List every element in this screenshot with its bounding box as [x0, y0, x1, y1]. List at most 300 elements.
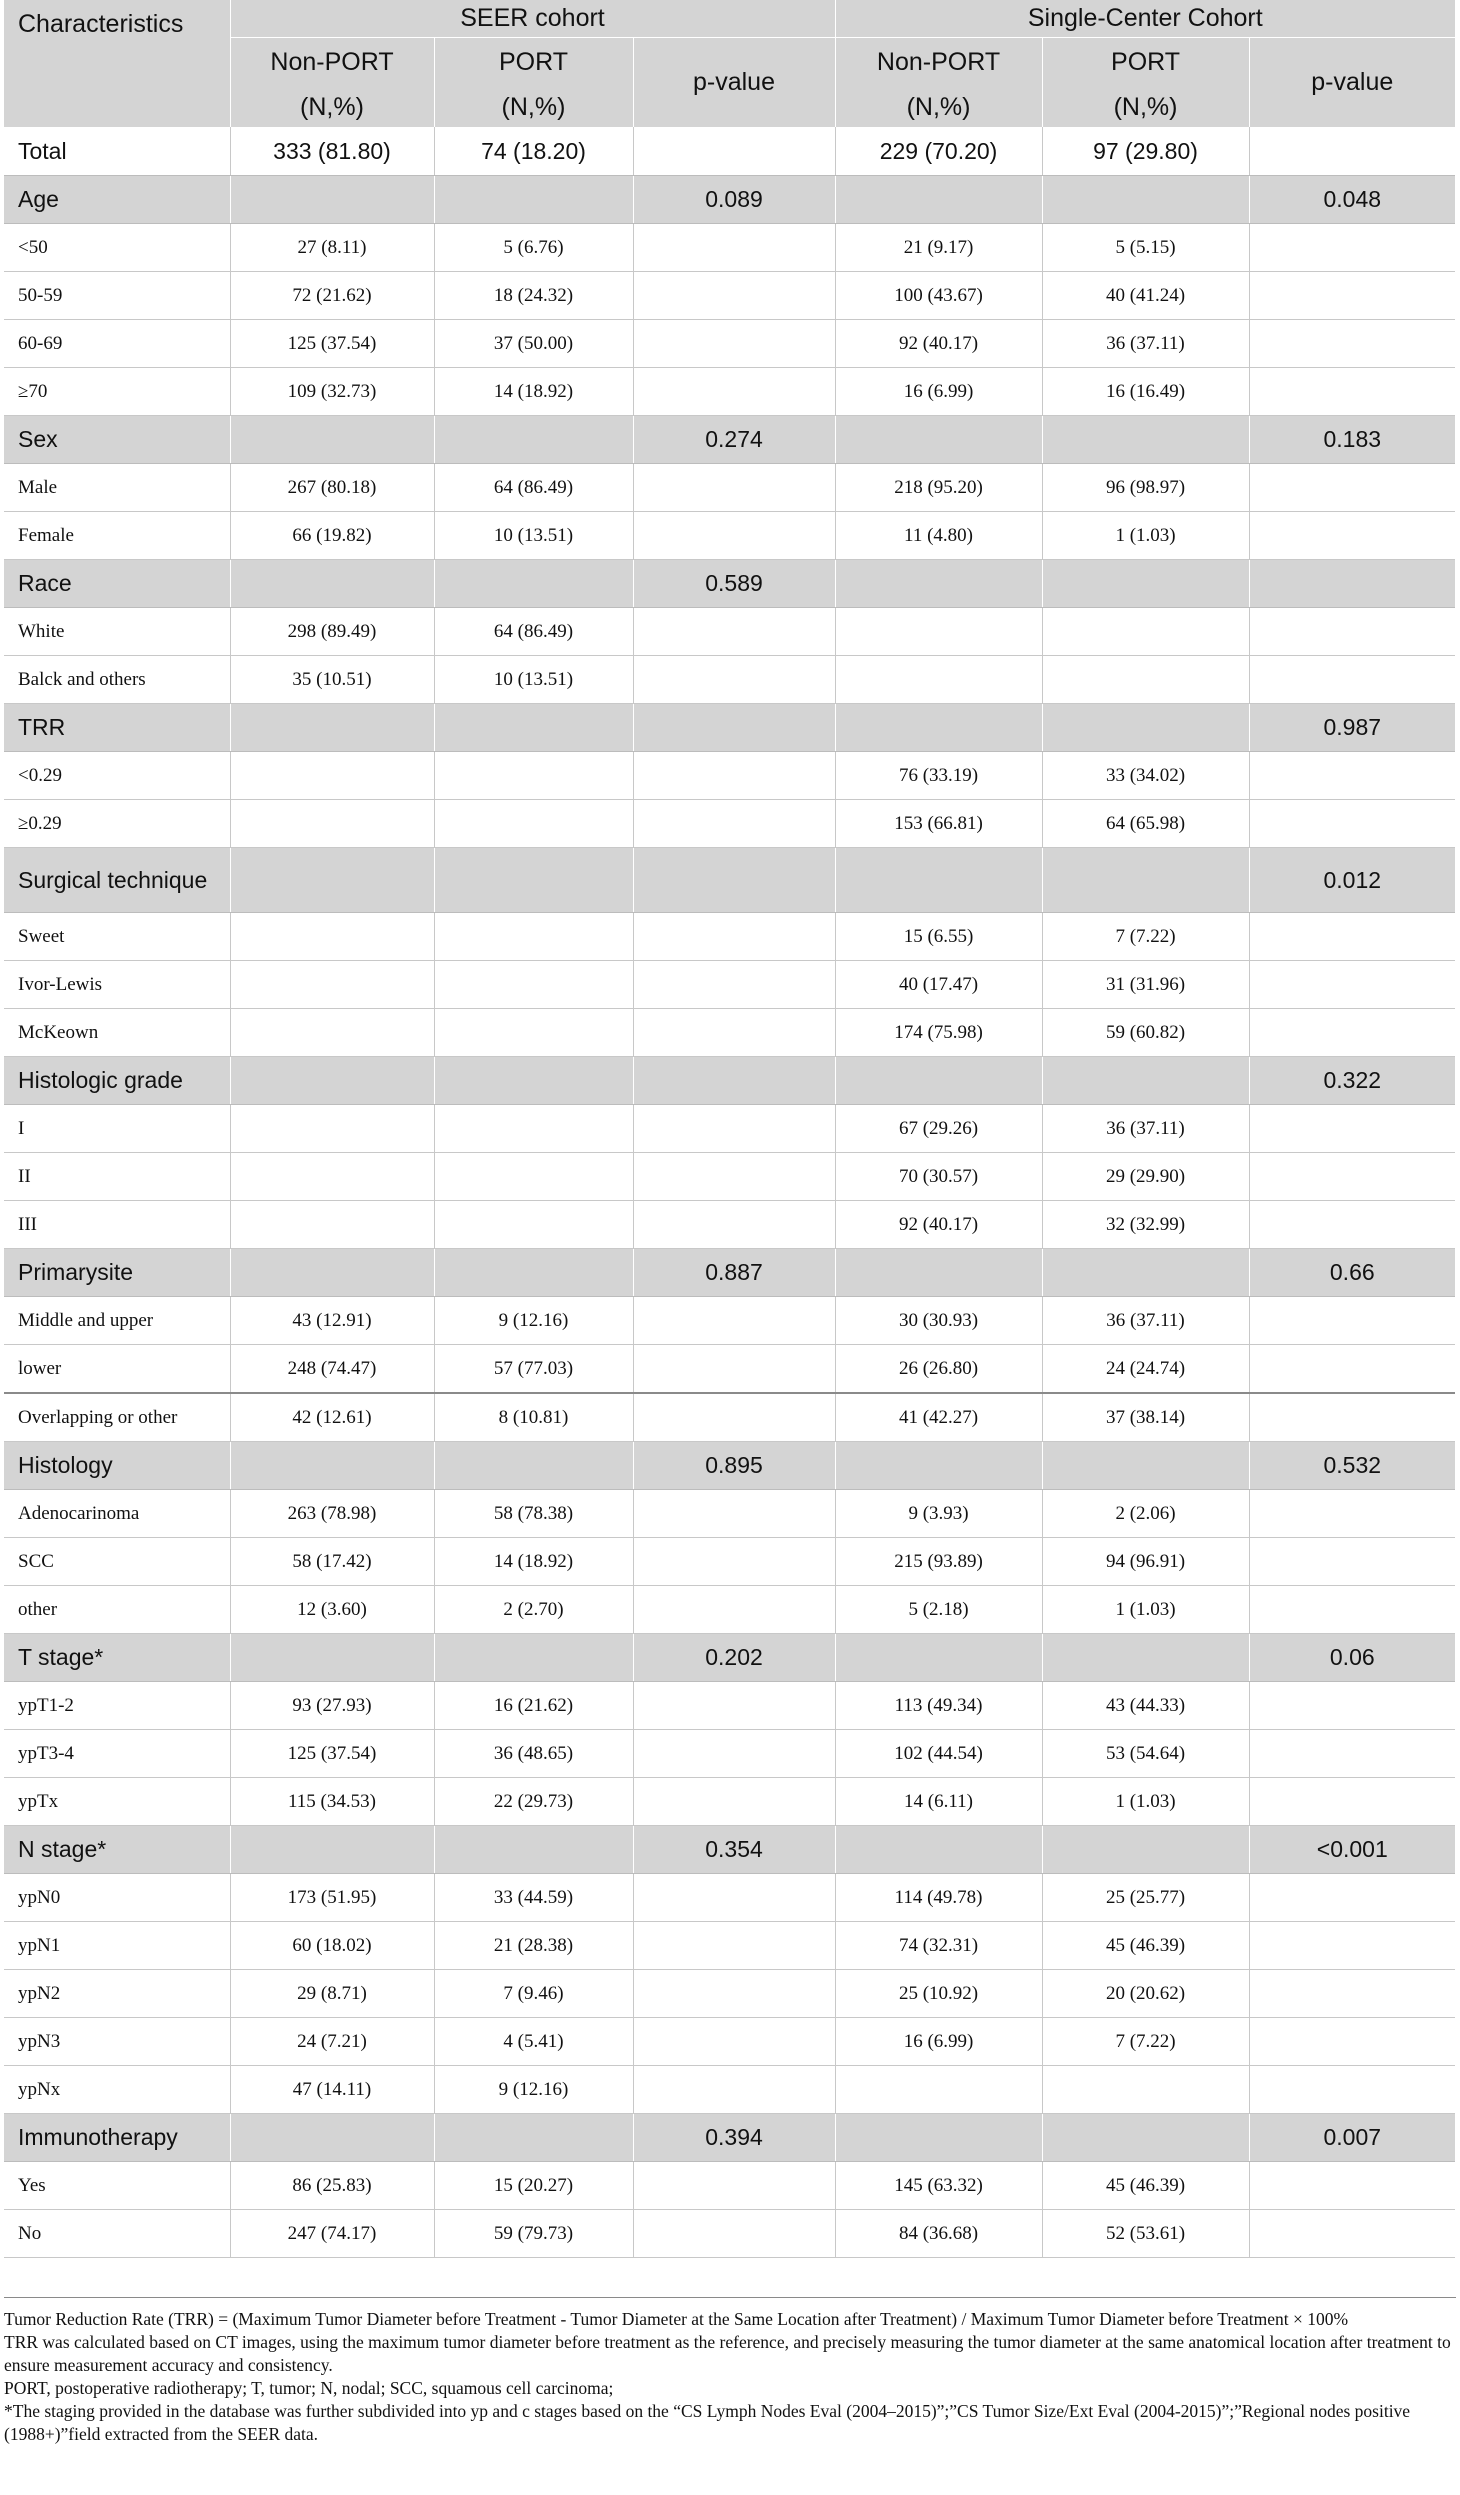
section-label: Race — [4, 560, 230, 608]
total-sc-p — [1249, 127, 1455, 176]
sc-p-cell — [1249, 1730, 1455, 1778]
footnote-abbreviations: PORT, postoperative radiotherapy; T, tumor; N, nodal; SCC, squamous cell carcinoma; — [4, 2378, 614, 2398]
row-label: ypN0 — [4, 1874, 230, 1922]
single-center-p-value — [1249, 560, 1455, 608]
seer-non-port-value — [230, 1009, 434, 1057]
sc-port-value: 33 (34.02) — [1042, 752, 1249, 800]
section-header-row — [4, 416, 1455, 464]
sc-non-port-value: 100 (43.67) — [835, 272, 1042, 320]
seer-non-port-value: 298 (89.49) — [230, 608, 434, 656]
empty-cell — [1042, 1826, 1249, 1874]
seer-port-value — [434, 1009, 633, 1057]
seer-p-cell — [633, 1105, 835, 1153]
seer-p-cell — [633, 1201, 835, 1249]
sc-p-cell — [1249, 1393, 1455, 1442]
seer-non-port-value: 29 (8.71) — [230, 1970, 434, 2018]
sc-non-port-value: 15 (6.55) — [835, 913, 1042, 961]
empty-cell — [835, 2114, 1042, 2162]
seer-p-cell — [633, 1730, 835, 1778]
sc-p-cell — [1249, 1105, 1455, 1153]
empty-cell — [434, 560, 633, 608]
sc-non-port-value: 113 (49.34) — [835, 1682, 1042, 1730]
sc-port-value: 25 (25.77) — [1042, 1874, 1249, 1922]
section-header-row — [4, 560, 1455, 608]
seer-non-port-value — [230, 961, 434, 1009]
seer-p-cell — [633, 1393, 835, 1442]
single-center-p-value: 0.322 — [1249, 1057, 1455, 1105]
footnote-staging: *The staging provided in the database was further subdivided into yp and c stages based on the “CS Lymph Nodes Eval (2004–2015)”;”CS Tumor Size/Ext Eval (2004-2015)”;”Regional nodes positive (1988+)”field extracted from the SEER data. — [4, 2401, 1411, 2444]
table-row — [4, 1345, 1455, 1394]
seer-port-value: 59 (79.73) — [434, 2210, 633, 2258]
sc-port-value: 43 (44.33) — [1042, 1682, 1249, 1730]
sc-p-cell — [1249, 913, 1455, 961]
seer-non-port-value: 125 (37.54) — [230, 320, 434, 368]
table-row — [4, 1970, 1455, 2018]
row-label: Overlapping or other — [4, 1393, 230, 1442]
seer-port-value: 18 (24.32) — [434, 272, 633, 320]
sc-non-port-value: 74 (32.31) — [835, 1922, 1042, 1970]
empty-cell — [1042, 416, 1249, 464]
sc-port-value: 31 (31.96) — [1042, 961, 1249, 1009]
seer-port-value: 4 (5.41) — [434, 2018, 633, 2066]
seer-p-cell — [633, 608, 835, 656]
table-row — [4, 1393, 1455, 1442]
empty-cell — [835, 1634, 1042, 1682]
seer-p-cell — [633, 961, 835, 1009]
sc-p-cell — [1249, 464, 1455, 512]
empty-cell — [434, 848, 633, 913]
empty-cell — [230, 704, 434, 752]
seer-p-value: 0.887 — [633, 1249, 835, 1297]
row-label: <0.29 — [4, 752, 230, 800]
sc-port-value — [1042, 2066, 1249, 2114]
table-row — [4, 608, 1455, 656]
section-label: Histologic grade — [4, 1057, 230, 1105]
header-seer-non-port: Non-PORT — [230, 38, 434, 88]
seer-non-port-value — [230, 800, 434, 848]
row-label: ≥70 — [4, 368, 230, 416]
row-label: No — [4, 2210, 230, 2258]
seer-non-port-value — [230, 1201, 434, 1249]
seer-p-cell — [633, 272, 835, 320]
sc-p-cell — [1249, 1490, 1455, 1538]
table-footnotes — [4, 2297, 1456, 2446]
sc-p-cell — [1249, 1682, 1455, 1730]
seer-non-port-value: 248 (74.47) — [230, 1345, 434, 1394]
seer-non-port-value: 72 (21.62) — [230, 272, 434, 320]
sc-p-cell — [1249, 1874, 1455, 1922]
sc-port-value: 5 (5.15) — [1042, 224, 1249, 272]
row-label: III — [4, 1201, 230, 1249]
row-label: ypN2 — [4, 1970, 230, 2018]
sc-non-port-value: 14 (6.11) — [835, 1778, 1042, 1826]
sc-non-port-value: 25 (10.92) — [835, 1970, 1042, 2018]
empty-cell — [1042, 704, 1249, 752]
empty-cell — [835, 416, 1042, 464]
table-row — [4, 272, 1455, 320]
table-row — [4, 1538, 1455, 1586]
sc-p-cell — [1249, 1297, 1455, 1345]
footnote-trr-definition: Tumor Reduction Rate (TRR) = (Maximum Tumor Diameter before Treatment - Tumor Diameter at the Same Location after Treatment) / Maximum Tumor Diameter before Treatment × 100% — [4, 2309, 1349, 2329]
empty-cell — [230, 1442, 434, 1490]
sc-port-value: 7 (7.22) — [1042, 2018, 1249, 2066]
table-row — [4, 1009, 1455, 1057]
seer-non-port-value: 42 (12.61) — [230, 1393, 434, 1442]
seer-port-value — [434, 1105, 633, 1153]
seer-p-cell — [633, 1586, 835, 1634]
sc-port-value: 45 (46.39) — [1042, 1922, 1249, 1970]
seer-port-value: 57 (77.03) — [434, 1345, 633, 1394]
sc-non-port-value: 218 (95.20) — [835, 464, 1042, 512]
seer-port-value: 64 (86.49) — [434, 608, 633, 656]
sc-p-cell — [1249, 961, 1455, 1009]
sc-p-cell — [1249, 752, 1455, 800]
sc-port-value: 37 (38.14) — [1042, 1393, 1249, 1442]
seer-p-cell — [633, 2018, 835, 2066]
seer-port-value: 22 (29.73) — [434, 1778, 633, 1826]
seer-non-port-value — [230, 1153, 434, 1201]
section-header-row — [4, 1057, 1455, 1105]
total-seer-p — [633, 127, 835, 176]
section-label: Immunotherapy — [4, 2114, 230, 2162]
sc-p-cell — [1249, 1778, 1455, 1826]
row-label: 50-59 — [4, 272, 230, 320]
seer-non-port-value: 66 (19.82) — [230, 512, 434, 560]
empty-cell — [230, 176, 434, 224]
empty-cell — [434, 1634, 633, 1682]
seer-p-value — [633, 704, 835, 752]
sc-p-cell — [1249, 608, 1455, 656]
seer-p-value: 0.089 — [633, 176, 835, 224]
seer-non-port-value: 247 (74.17) — [230, 2210, 434, 2258]
seer-p-cell — [633, 1970, 835, 2018]
sc-port-value: 52 (53.61) — [1042, 2210, 1249, 2258]
row-label: ≥0.29 — [4, 800, 230, 848]
seer-p-value — [633, 1057, 835, 1105]
sc-port-value: 64 (65.98) — [1042, 800, 1249, 848]
seer-p-cell — [633, 1345, 835, 1394]
sc-non-port-value: 5 (2.18) — [835, 1586, 1042, 1634]
seer-non-port-value: 109 (32.73) — [230, 368, 434, 416]
empty-cell — [1042, 1249, 1249, 1297]
single-center-p-value: 0.532 — [1249, 1442, 1455, 1490]
row-label: White — [4, 608, 230, 656]
seer-port-value — [434, 1153, 633, 1201]
section-label: N stage* — [4, 1826, 230, 1874]
sc-non-port-value: 92 (40.17) — [835, 320, 1042, 368]
sc-port-value: 1 (1.03) — [1042, 512, 1249, 560]
sc-p-cell — [1249, 1345, 1455, 1394]
table-row — [4, 464, 1455, 512]
single-center-p-value: 0.183 — [1249, 416, 1455, 464]
sc-port-value: 32 (32.99) — [1042, 1201, 1249, 1249]
sc-non-port-value: 21 (9.17) — [835, 224, 1042, 272]
seer-port-value: 14 (18.92) — [434, 368, 633, 416]
seer-port-value: 37 (50.00) — [434, 320, 633, 368]
sc-non-port-value: 30 (30.93) — [835, 1297, 1042, 1345]
sc-port-value: 94 (96.91) — [1042, 1538, 1249, 1586]
section-label: Histology — [4, 1442, 230, 1490]
seer-non-port-value: 267 (80.18) — [230, 464, 434, 512]
empty-cell — [1042, 2114, 1249, 2162]
sc-p-cell — [1249, 2162, 1455, 2210]
row-label: McKeown — [4, 1009, 230, 1057]
sc-p-cell — [1249, 1009, 1455, 1057]
sc-port-value: 36 (37.11) — [1042, 1297, 1249, 1345]
section-header-row — [4, 1249, 1455, 1297]
sc-non-port-value: 174 (75.98) — [835, 1009, 1042, 1057]
seer-non-port-value — [230, 1105, 434, 1153]
table-row — [4, 1778, 1455, 1826]
total-seer-port: 74 (18.20) — [434, 127, 633, 176]
seer-p-cell — [633, 464, 835, 512]
seer-p-value: 0.589 — [633, 560, 835, 608]
table-row — [4, 512, 1455, 560]
sc-port-value: 2 (2.06) — [1042, 1490, 1249, 1538]
sc-port-value: 1 (1.03) — [1042, 1778, 1249, 1826]
sc-port-value: 20 (20.62) — [1042, 1970, 1249, 2018]
sc-p-cell — [1249, 656, 1455, 704]
seer-non-port-value: 263 (78.98) — [230, 1490, 434, 1538]
sc-non-port-value: 40 (17.47) — [835, 961, 1042, 1009]
empty-cell — [230, 848, 434, 913]
seer-p-cell — [633, 2210, 835, 2258]
row-label: ypTx — [4, 1778, 230, 1826]
seer-port-value: 58 (78.38) — [434, 1490, 633, 1538]
table-row — [4, 2066, 1455, 2114]
header-sc-p-value: p-value — [1249, 38, 1455, 128]
sc-non-port-value: 26 (26.80) — [835, 1345, 1042, 1394]
header-seer-cohort: SEER cohort — [230, 0, 835, 38]
seer-non-port-value: 43 (12.91) — [230, 1297, 434, 1345]
table-row — [4, 1105, 1455, 1153]
header-sc-n-pct: (N,%) — [835, 87, 1042, 127]
sc-non-port-value: 76 (33.19) — [835, 752, 1042, 800]
seer-p-cell — [633, 512, 835, 560]
seer-port-value — [434, 913, 633, 961]
row-label: Female — [4, 512, 230, 560]
sc-p-cell — [1249, 2018, 1455, 2066]
seer-p-cell — [633, 1874, 835, 1922]
seer-p-value: 0.394 — [633, 2114, 835, 2162]
sc-p-cell — [1249, 320, 1455, 368]
seer-non-port-value: 86 (25.83) — [230, 2162, 434, 2210]
seer-p-cell — [633, 1153, 835, 1201]
seer-port-value: 9 (12.16) — [434, 1297, 633, 1345]
empty-cell — [434, 1057, 633, 1105]
seer-p-cell — [633, 800, 835, 848]
seer-port-value — [434, 800, 633, 848]
seer-p-cell — [633, 320, 835, 368]
sc-port-value: 16 (16.49) — [1042, 368, 1249, 416]
empty-cell — [434, 1249, 633, 1297]
section-label: Age — [4, 176, 230, 224]
row-label: II — [4, 1153, 230, 1201]
total-seer-non-port: 333 (81.80) — [230, 127, 434, 176]
total-sc-port: 97 (29.80) — [1042, 127, 1249, 176]
sc-non-port-value — [835, 608, 1042, 656]
sc-non-port-value: 16 (6.99) — [835, 2018, 1042, 2066]
sc-p-cell — [1249, 1922, 1455, 1970]
seer-port-value — [434, 1201, 633, 1249]
sc-p-cell — [1249, 800, 1455, 848]
footnote-trr-method: TRR was calculated based on CT images, using the maximum tumor diameter before treatment as the reference, and precisely measuring the tumor diameter at the same anatomical location after treatment to ensure measurement accuracy and consistency. — [4, 2332, 1451, 2375]
sc-p-cell — [1249, 2066, 1455, 2114]
empty-cell — [434, 416, 633, 464]
section-header-row — [4, 1442, 1455, 1490]
seer-port-value: 16 (21.62) — [434, 1682, 633, 1730]
sc-port-value: 36 (37.11) — [1042, 320, 1249, 368]
total-label: Total — [4, 127, 230, 176]
empty-cell — [1042, 1057, 1249, 1105]
empty-cell — [1042, 848, 1249, 913]
sc-non-port-value: 145 (63.32) — [835, 2162, 1042, 2210]
seer-non-port-value: 93 (27.93) — [230, 1682, 434, 1730]
sc-port-value: 53 (54.64) — [1042, 1730, 1249, 1778]
seer-non-port-value: 60 (18.02) — [230, 1922, 434, 1970]
row-label: ypT3-4 — [4, 1730, 230, 1778]
seer-p-value: 0.354 — [633, 1826, 835, 1874]
table-row — [4, 2018, 1455, 2066]
sc-port-value: 36 (37.11) — [1042, 1105, 1249, 1153]
header-sc-non-port: Non-PORT — [835, 38, 1042, 88]
sc-non-port-value: 41 (42.27) — [835, 1393, 1042, 1442]
table-row — [4, 2210, 1455, 2258]
seer-port-value: 15 (20.27) — [434, 2162, 633, 2210]
seer-p-cell — [633, 1922, 835, 1970]
table-row — [4, 961, 1455, 1009]
seer-port-value: 21 (28.38) — [434, 1922, 633, 1970]
empty-cell — [230, 1057, 434, 1105]
seer-port-value: 14 (18.92) — [434, 1538, 633, 1586]
table-row — [4, 800, 1455, 848]
empty-cell — [835, 1442, 1042, 1490]
row-label: other — [4, 1586, 230, 1634]
seer-non-port-value: 35 (10.51) — [230, 656, 434, 704]
table-row — [4, 320, 1455, 368]
seer-p-value: 0.202 — [633, 1634, 835, 1682]
seer-port-value — [434, 961, 633, 1009]
seer-port-value: 5 (6.76) — [434, 224, 633, 272]
empty-cell — [230, 1634, 434, 1682]
sc-non-port-value: 114 (49.78) — [835, 1874, 1042, 1922]
table-row — [4, 1297, 1455, 1345]
sc-port-value: 7 (7.22) — [1042, 913, 1249, 961]
row-label: Yes — [4, 2162, 230, 2210]
sc-non-port-value: 153 (66.81) — [835, 800, 1042, 848]
sc-port-value: 40 (41.24) — [1042, 272, 1249, 320]
sc-port-value: 45 (46.39) — [1042, 2162, 1249, 2210]
seer-p-cell — [633, 656, 835, 704]
row-label: Adenocarinoma — [4, 1490, 230, 1538]
seer-non-port-value: 58 (17.42) — [230, 1538, 434, 1586]
section-label: T stage* — [4, 1634, 230, 1682]
row-label: ypN3 — [4, 2018, 230, 2066]
sc-non-port-value: 92 (40.17) — [835, 1201, 1042, 1249]
section-label: Primarysite — [4, 1249, 230, 1297]
empty-cell — [835, 1826, 1042, 1874]
seer-port-value: 10 (13.51) — [434, 512, 633, 560]
seer-p-cell — [633, 1538, 835, 1586]
seer-non-port-value — [230, 752, 434, 800]
sc-p-cell — [1249, 1586, 1455, 1634]
sc-p-cell — [1249, 512, 1455, 560]
table-row — [4, 913, 1455, 961]
header-seer-p-value: p-value — [633, 38, 835, 128]
row-label: ypT1-2 — [4, 1682, 230, 1730]
seer-non-port-value: 125 (37.54) — [230, 1730, 434, 1778]
section-header-row — [4, 1634, 1455, 1682]
single-center-p-value: 0.06 — [1249, 1634, 1455, 1682]
sc-port-value: 1 (1.03) — [1042, 1586, 1249, 1634]
seer-non-port-value: 173 (51.95) — [230, 1874, 434, 1922]
sc-non-port-value: 84 (36.68) — [835, 2210, 1042, 2258]
sc-p-cell — [1249, 2210, 1455, 2258]
table-row — [4, 1201, 1455, 1249]
section-header-row — [4, 176, 1455, 224]
sc-p-cell — [1249, 368, 1455, 416]
seer-non-port-value: 24 (7.21) — [230, 2018, 434, 2066]
header-sc-port: PORT — [1042, 38, 1249, 88]
table-row — [4, 368, 1455, 416]
sc-port-value — [1042, 656, 1249, 704]
seer-port-value: 36 (48.65) — [434, 1730, 633, 1778]
seer-p-cell — [633, 2162, 835, 2210]
seer-p-value — [633, 848, 835, 913]
empty-cell — [835, 1057, 1042, 1105]
empty-cell — [230, 2114, 434, 2162]
table-row — [4, 1682, 1455, 1730]
table-row — [4, 1922, 1455, 1970]
empty-cell — [230, 1826, 434, 1874]
row-label: SCC — [4, 1538, 230, 1586]
row-label: ypNx — [4, 2066, 230, 2114]
empty-cell — [835, 848, 1042, 913]
seer-p-cell — [633, 1297, 835, 1345]
table-row — [4, 656, 1455, 704]
total-sc-non-port: 229 (70.20) — [835, 127, 1042, 176]
sc-non-port-value: 102 (44.54) — [835, 1730, 1042, 1778]
single-center-p-value: 0.048 — [1249, 176, 1455, 224]
seer-p-cell — [633, 368, 835, 416]
seer-p-cell — [633, 913, 835, 961]
sc-p-cell — [1249, 224, 1455, 272]
empty-cell — [835, 176, 1042, 224]
single-center-p-value: 0.007 — [1249, 2114, 1455, 2162]
section-header-row — [4, 2114, 1455, 2162]
seer-port-value: 33 (44.59) — [434, 1874, 633, 1922]
header-seer-n-pct: (N,%) — [434, 87, 633, 127]
row-label: Middle and upper — [4, 1297, 230, 1345]
header-characteristics: Characteristics — [4, 0, 230, 127]
seer-p-cell — [633, 1009, 835, 1057]
empty-cell — [835, 704, 1042, 752]
empty-cell — [434, 704, 633, 752]
table-row — [4, 1490, 1455, 1538]
section-label: TRR — [4, 704, 230, 752]
row-label: I — [4, 1105, 230, 1153]
empty-cell — [835, 560, 1042, 608]
empty-cell — [230, 560, 434, 608]
sc-non-port-value — [835, 656, 1042, 704]
seer-port-value: 64 (86.49) — [434, 464, 633, 512]
row-label: Balck and others — [4, 656, 230, 704]
sc-port-value: 29 (29.90) — [1042, 1153, 1249, 1201]
empty-cell — [1042, 1442, 1249, 1490]
section-header-row — [4, 848, 1455, 913]
row-label: ypN1 — [4, 1922, 230, 1970]
table-row — [4, 1586, 1455, 1634]
